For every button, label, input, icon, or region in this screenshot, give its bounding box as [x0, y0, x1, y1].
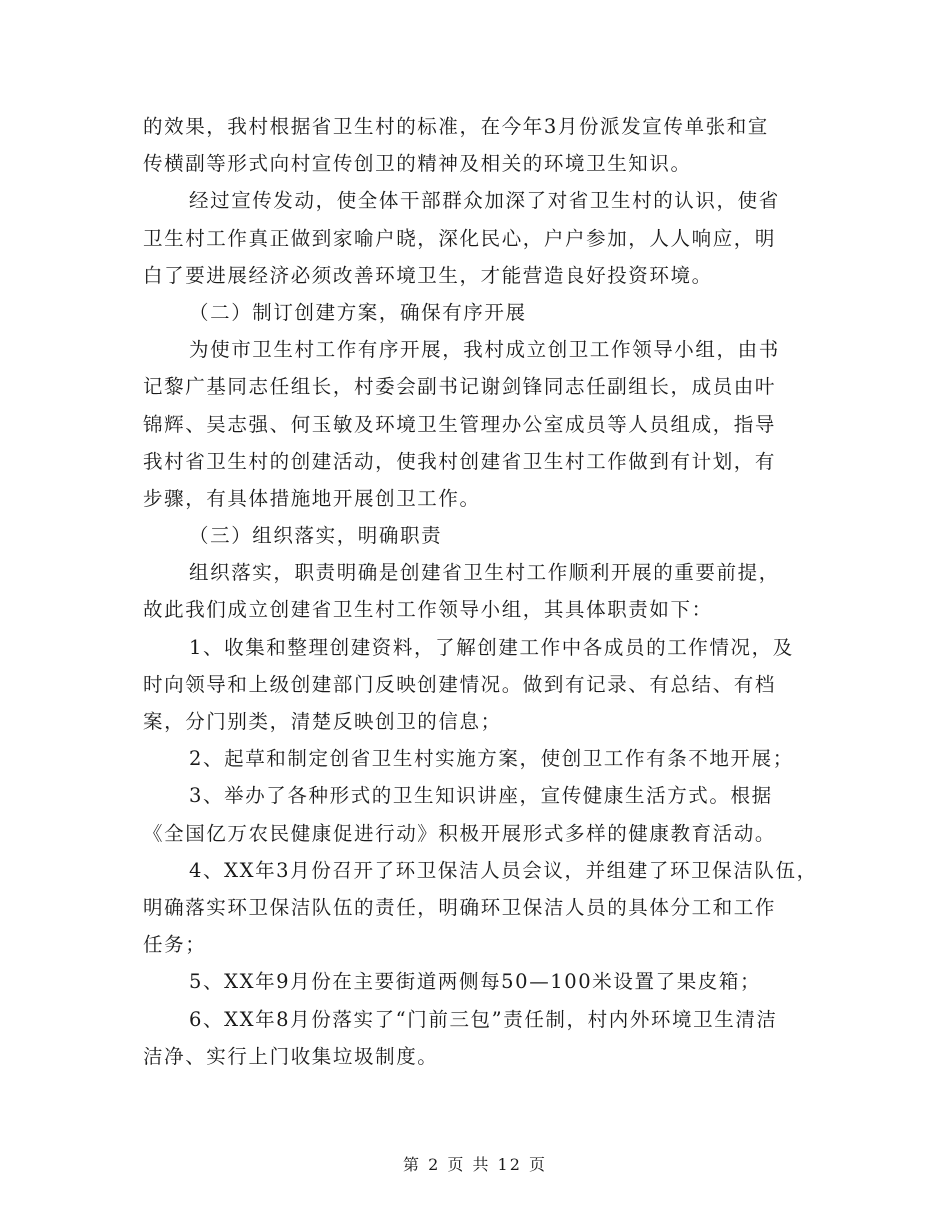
- list-item-4: 4、XX年3月份召开了环卫保洁人员会议，并组建了环卫保洁队伍，: [189, 858, 818, 882]
- text-line: 的效果，我村根据省卫生村的标准，在今年3月份派发宣传单张和宣: [143, 115, 769, 138]
- text-line: 我村省卫生村的创建活动，使我村创建省卫生村工作做到有计划，有: [143, 449, 777, 473]
- section-heading-3: （三）组织落实，明确职责: [189, 524, 443, 548]
- text-line: 《全国亿万农民健康促进行动》积极开展形式多样的健康教育活动。: [143, 821, 777, 845]
- text-line: 任务；: [143, 933, 207, 957]
- list-item-2: 2、起草和制定创省卫生村实施方案，使创卫工作有条不地开展；: [189, 747, 794, 771]
- paragraph-start: 组织落实，职责明确是创建省卫生村工作顺利开展的重要前提，: [189, 561, 780, 585]
- text-line: 案，分门别类，清楚反映创卫的信息；: [143, 710, 502, 733]
- text-line: 时向领导和上级创建部门反映创建情况。做到有记录、有总结、有档: [143, 672, 777, 696]
- text-line: 洁净、实行上门收集垃圾制度。: [143, 1044, 439, 1068]
- section-heading-2: （二）制订创建方案，确保有序开展: [189, 300, 527, 324]
- list-item-1: 1、收集和整理创建资料，了解创建工作中各成员的工作情况，及: [189, 635, 794, 659]
- list-item-6: 6、XX年8月份落实了“门前三包”责任制，村内外环境卫生清洁: [189, 1007, 778, 1031]
- text-line: 步骤，有具体措施地开展创卫工作。: [143, 486, 481, 510]
- text-line: 卫生村工作真正做到家喻户晓，深化民心，户户参加，人人响应，明: [143, 226, 777, 250]
- paragraph-start: 经过宣传发动，使全体干部群众加深了对省卫生村的认识，使省: [189, 189, 780, 213]
- list-item-3: 3、举办了各种形式的卫生知识讲座，宣传健康生活方式。根据: [189, 784, 773, 808]
- paragraph-start: 为使市卫生村工作有序开展，我村成立创卫工作领导小组，由书: [189, 338, 780, 362]
- text-line: 记黎广基同志任组长，村委会副书记谢剑锋同志任副组长，成员由叶: [143, 375, 777, 399]
- page-number-footer: 第 2 页 共 12 页: [403, 1155, 547, 1174]
- document-body: [143, 108, 823, 1075]
- text-line: 明确落实环卫保洁队伍的责任，明确环卫保洁人员的具体分工和工作: [143, 895, 777, 919]
- text-line: 故此我们成立创建省卫生村工作领导小组，其具体职责如下：: [143, 598, 713, 622]
- text-line: 锦辉、吴志强、何玉敏及环境卫生管理办公室成员等人员组成，指导: [143, 412, 777, 436]
- list-item-5: 5、XX年9月份在主要街道两侧每50—100米设置了果皮箱；: [189, 970, 762, 994]
- text-line: 白了要进展经济必须改善环境卫生，才能营造良好投资环境。: [143, 263, 713, 287]
- text-line: 传横副等形式向村宣传创卫的精神及相关的环境卫生知识。: [143, 152, 692, 176]
